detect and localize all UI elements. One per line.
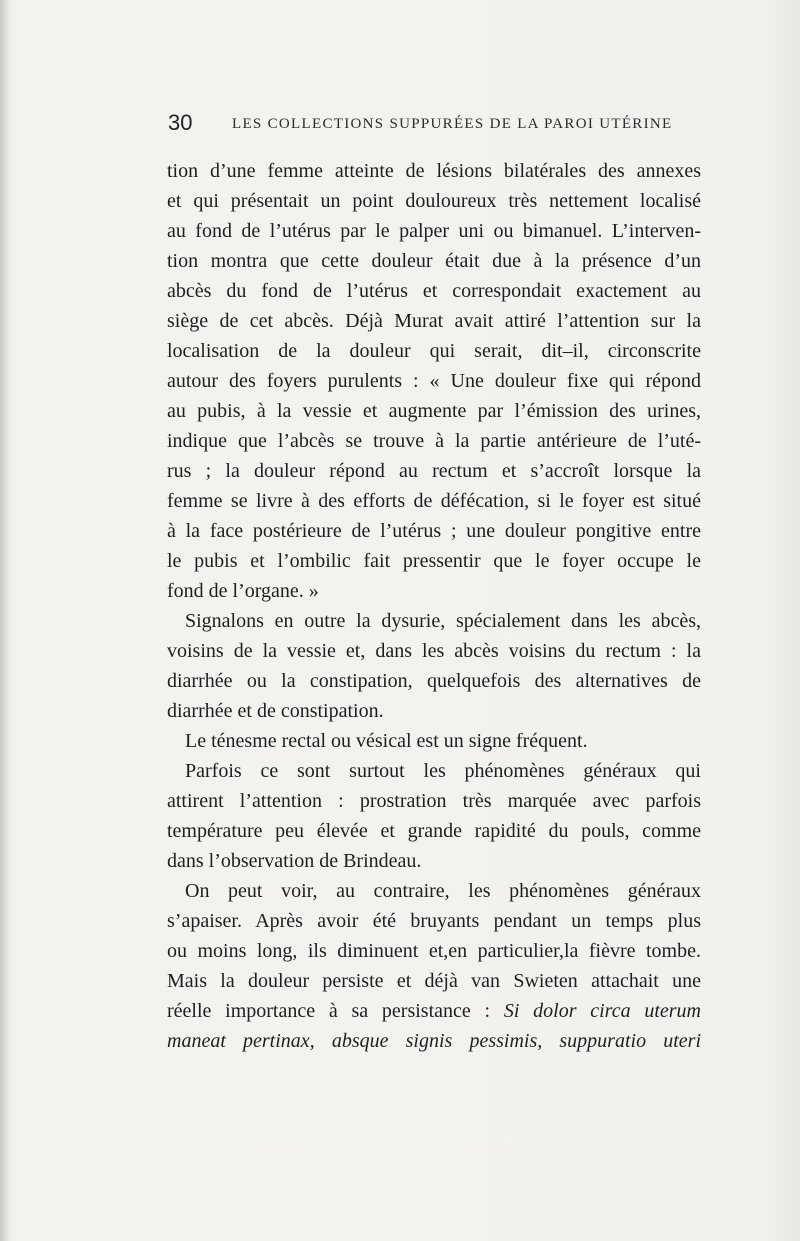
text-line: attirent l’attention : prostration très marquée avec parfois: [167, 790, 701, 812]
text-line: dans l’observation de Brindeau.: [167, 850, 422, 872]
page-number: 30: [168, 110, 193, 135]
text-line: diarrhée et de constipation.: [167, 700, 384, 722]
text-line: fond de l’organe. »: [167, 580, 319, 602]
text-line: siège de cet abcès. Déjà Murat avait attiré l’attention sur la: [167, 310, 701, 332]
text-line: et qui présentait un point douloureux très nettement localisé: [167, 190, 701, 212]
text-fragment: réelle importance à sa persistance :: [167, 1000, 504, 1022]
text-line: ou moins long, ils diminuent et,en particulier,la fièvre tombe.: [167, 940, 701, 962]
text-line: s’apaiser. Après avoir été bruyants pendant un temps plus: [167, 910, 701, 932]
text-line: rus ; la douleur répond au rectum et s’accroît lorsque la: [167, 460, 701, 482]
text-line-with-quote: [167, 996, 701, 1026]
text-line: température peu élevée et grande rapidité du pouls, comme: [167, 820, 701, 842]
text-line: localisation de la douleur qui serait, dit–il, circonscrite: [167, 340, 701, 362]
paragraph-start: Parfois ce sont surtout les phénomènes généraux qui: [185, 760, 701, 782]
paragraph-start: Signalons en outre la dysurie, spécialement dans les abcès,: [185, 610, 701, 632]
running-title: LES COLLECTIONS SUPPURÉES DE LA PAROI UTÉRINE: [232, 116, 673, 132]
paragraph-start: On peut voir, au contraire, les phénomènes généraux: [185, 880, 701, 902]
page-header: [168, 108, 698, 142]
paragraph-start: Le ténesme rectal ou vésical est un signe fréquent.: [185, 730, 588, 752]
text-line: voisins de la vessie et, dans les abcès voisins du rectum : la: [167, 640, 701, 662]
text-line: à la face postérieure de l’utérus ; une douleur pongitive entre: [167, 520, 701, 542]
text-line: indique que l’abcès se trouve à la partie antérieure de l’uté-: [167, 430, 701, 452]
text-line: au fond de l’utérus par le palper uni ou bimanuel. L’interven-: [167, 220, 701, 242]
text-line: diarrhée ou la constipation, quelquefois des alternatives de: [167, 670, 701, 692]
text-line: tion d’une femme atteinte de lésions bilatérales des annexes: [167, 160, 701, 182]
binding-shadow: [0, 0, 10, 1241]
text-line: tion montra que cette douleur était due à la présence d’un: [167, 250, 701, 272]
text-line: abcès du fond de l’utérus et correspondait exactement au: [167, 280, 701, 302]
latin-quotation-line: maneat pertinax, absque signis pessimis, suppuratio uteri: [167, 1030, 701, 1052]
body-text: [167, 156, 701, 1056]
text-line: au pubis, à la vessie et augmente par l’émission des urines,: [167, 400, 701, 422]
text-line: autour des foyers purulents : « Une douleur fixe qui répond: [167, 370, 701, 392]
latin-quotation-start: Si dolor circa uterum: [503, 1000, 701, 1022]
text-line: Mais la douleur persiste et déjà van Swieten attachait une: [167, 970, 701, 992]
text-line: femme se livre à des efforts de défécation, si le foyer est situé: [167, 490, 701, 512]
text-line: le pubis et l’ombilic fait pressentir que le foyer occupe le: [167, 550, 701, 572]
